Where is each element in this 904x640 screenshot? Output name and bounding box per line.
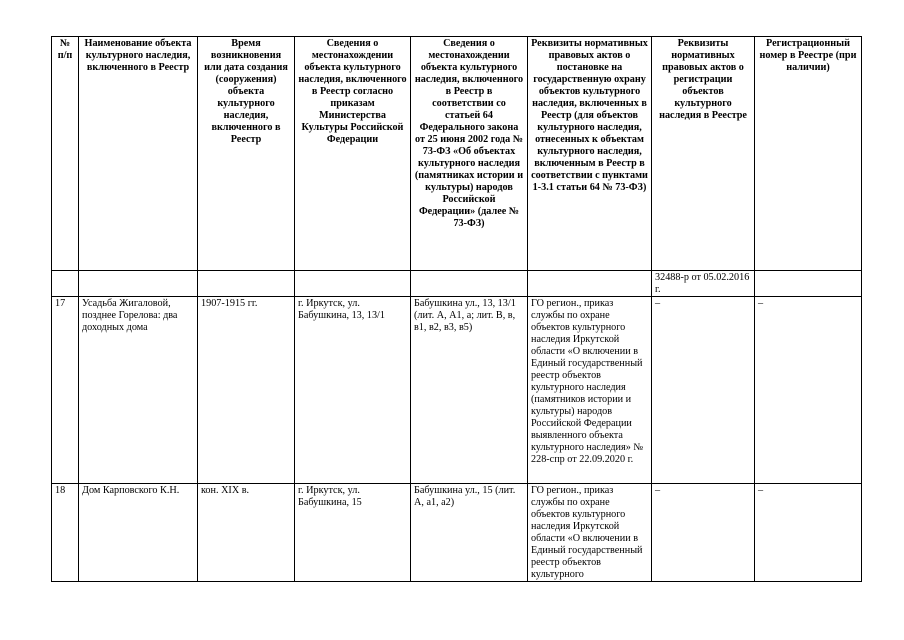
header-registration-number: Регистрационный номер в Реестре (при наличии) (755, 37, 862, 271)
heritage-registry-table (51, 36, 862, 582)
cell-creation-date: кон. XIX в. (198, 484, 295, 582)
header-protection-acts: Реквизиты нормативных правовых актов о постановке на государственную охрану объектов культурного наследия, включенных в Реестр (для объектов культурного наследия, отнесенных к объектам культурного наследия, включенным в Реестр в соответствии с пунктами 1-3.1 статьи 64 № 73-ФЗ) (528, 37, 652, 271)
cell-location-ministry: г. Иркутск, ул. Бабушкина, 13, 13/1 (295, 297, 411, 484)
cell-registration-acts: – (652, 484, 755, 582)
cell-protection-acts: ГО регион., приказ службы по охране объектов культурного наследия Иркутской области «О включении в Единый государственный реестр объектов культурного (528, 484, 652, 582)
cell-protection-acts: ГО регион., приказ службы по охране объектов культурного наследия Иркутской области «О включении в Единый государственный реестр объектов культурного наследия (памятников истории и культуры) народов Российской Федерации выявленного объекта культурного наследия» № 228-спр от 22.09.2020 г. (528, 297, 652, 484)
cell-location-law: Бабушкина ул., 15 (лит. А, а1, а2) (411, 484, 528, 582)
header-number: № п/п (52, 37, 79, 271)
cell-protection-acts (528, 271, 652, 297)
cell-registration-number (755, 271, 862, 297)
cell-location-ministry: г. Иркутск, ул. Бабушкина, 15 (295, 484, 411, 582)
header-registration-acts: Реквизиты нормативных правовых актов о регистрации объектов культурного наследия в Реестре (652, 37, 755, 271)
cell-registration-acts: 32488-р от 05.02.2016 г. (652, 271, 755, 297)
table-header-row (52, 37, 862, 271)
cell-number: 17 (52, 297, 79, 484)
cell-object-name: Усадьба Жигаловой, позднее Горелова: два доходных дома (79, 297, 198, 484)
table-row (52, 271, 862, 297)
table-row (52, 484, 862, 582)
header-object-name: Наименование объекта культурного наследия, включенного в Реестр (79, 37, 198, 271)
cell-registration-number: – (755, 484, 862, 582)
cell-number: 18 (52, 484, 79, 582)
cell-object-name (79, 271, 198, 297)
header-creation-date: Время возникновения или дата создания (сооружения) объекта культурного наследия, включенного в Реестр (198, 37, 295, 271)
cell-location-law (411, 271, 528, 297)
cell-location-ministry (295, 271, 411, 297)
header-location-ministry: Сведения о местонахождении объекта культурного наследия, включенного в Реестр согласно приказам Министерства Культуры Российской Федерации (295, 37, 411, 271)
cell-object-name: Дом Карповского К.Н. (79, 484, 198, 582)
cell-location-law: Бабушкина ул., 13, 13/1 (лит. А, А1, а; лит. В, в, в1, в2, в3, в5) (411, 297, 528, 484)
cell-creation-date: 1907-1915 гг. (198, 297, 295, 484)
header-location-law: Сведения о местонахождении объекта культурного наследия, включенного в Реестр в соответствии со статьей 64 Федерального закона от 25 июня 2002 года № 73-ФЗ «Об объектах культурного наследия (памятниках истории и культуры) народов Российской Федерации» (далее № 73-ФЗ) (411, 37, 528, 271)
cell-number (52, 271, 79, 297)
cell-registration-acts: – (652, 297, 755, 484)
table-row (52, 297, 862, 484)
cell-registration-number: – (755, 297, 862, 484)
cell-creation-date (198, 271, 295, 297)
